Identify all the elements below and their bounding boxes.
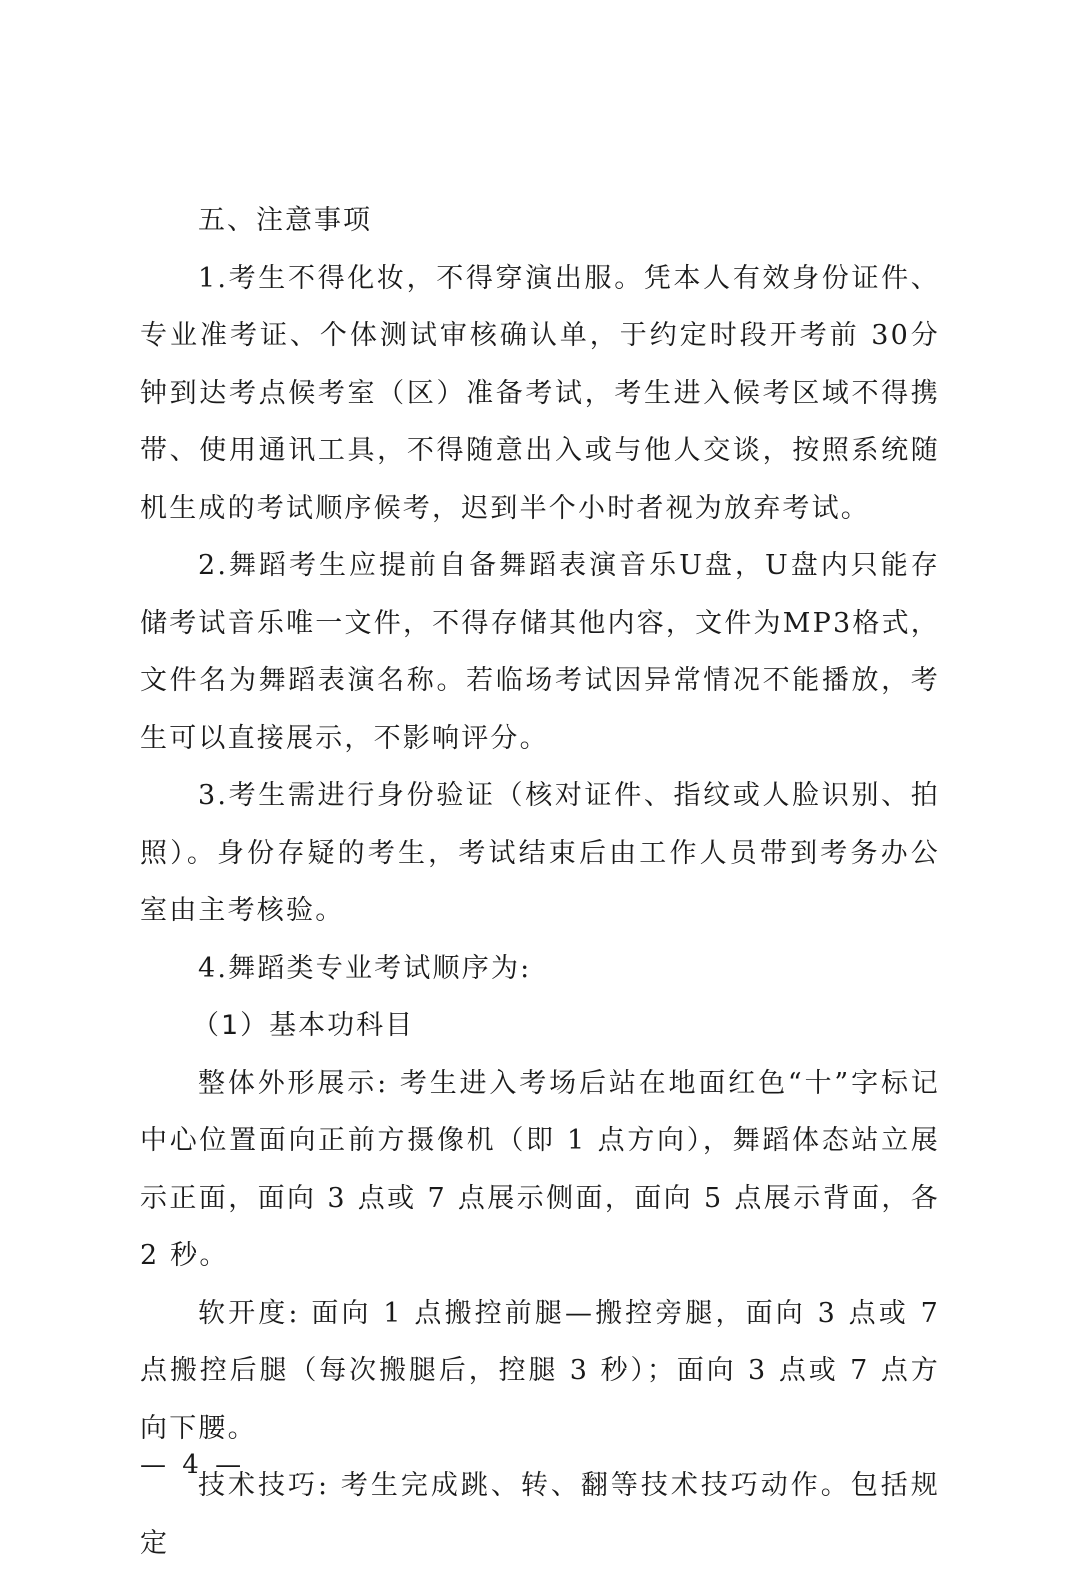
paragraph-2: 2.舞蹈考生应提前自备舞蹈表演音乐U盘，U盘内只能存储考试音乐唯一文件，不得存储其他内容，文件为MP3格式，文件名为舞蹈表演名称。若临场考试因异常情况不能播放，考生可以直接展示，不影响评分。 (140, 550, 940, 754)
paragraph-1: 1.考生不得化妆，不得穿演出服。凭本人有效身份证件、专业准考证、个体测试审核确认单，于约定时段开考前 30分钟到达考点候考室（区）准备考试，考生进入候考区域不得携带、使用通讯工具，不得随意出入或与他人交谈，按照系统随机生成的考试顺序候考，迟到半个小时者视为放弃考试。 (140, 262, 940, 524)
subheading-basic-skills: （1）基本功科目 (192, 1010, 415, 1041)
page-number: — 4 — (140, 1450, 246, 1480)
paragraph-5: 整体外形展示: 考生进入考场后站在地面红色“十”字标记中心位置面向正前方摄像机（即 1 点方向），舞蹈体态站立展示正面，面向 3 点或 7 点展示侧面，面向 5 点展示背面，各 2 秒。 (140, 1067, 940, 1271)
paragraph-4: 4.舞蹈类专业考试顺序为: (198, 952, 532, 984)
document-body (140, 192, 940, 1572)
paragraph-6: 软开度: 面向 1 点搬控前腿—搬控旁腿，面向 3 点或 7 点搬控后腿（每次搬腿后，控腿 3 秒）；面向 3 点或 7 点方向下腰。 (140, 1297, 940, 1444)
section-title: 五、注意事项 (198, 205, 372, 236)
paragraph-7: 技术技巧: 考生完成跳、转、翻等技术技巧动作。包括规定 (140, 1470, 940, 1559)
paragraph-3: 3.考生需进行身份验证（核对证件、指纹或人脸识别、拍照）。身份存疑的考生，考试结束后由工作人员带到考务办公室由主考核验。 (140, 780, 940, 926)
